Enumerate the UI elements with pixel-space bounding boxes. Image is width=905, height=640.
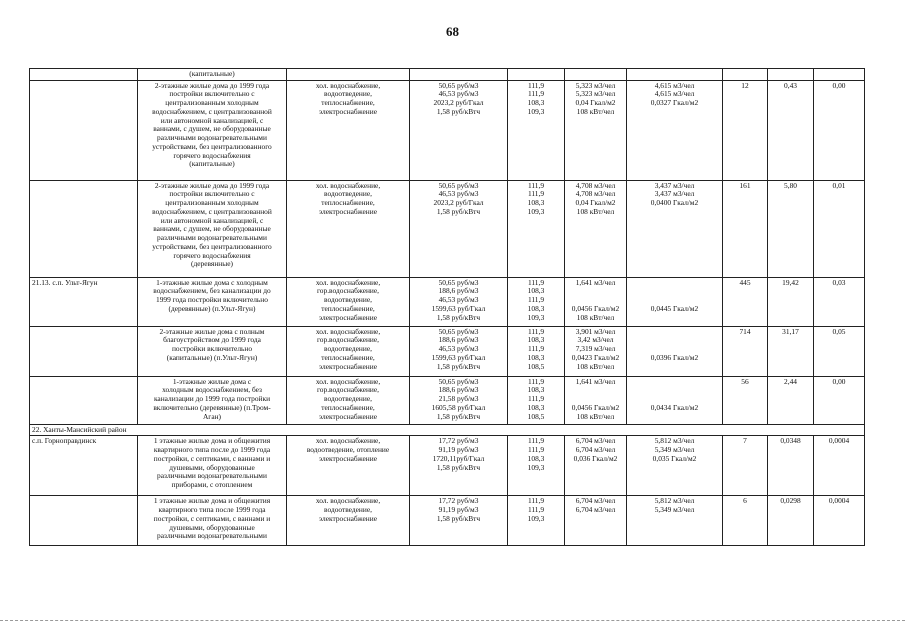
cell-locality: [30, 69, 138, 81]
cell-housing-type: 2-этажные жилые дома с полным благоустройством до 1999 года постройки включительно (капитальные) (п.Ульт-Ягун): [138, 326, 287, 376]
cell-count: 161: [723, 180, 768, 277]
cell-share: [814, 69, 865, 81]
cell-locality: [30, 180, 138, 277]
cell-services: хол. водоснабжение, гор.водоснабжение, водоотведение, теплоснабжение, электроснабжение: [287, 277, 410, 326]
region-row: [30, 424, 865, 436]
table-row: [30, 436, 865, 496]
cell-tariffs: 50,65 руб/м3 188,6 руб/м3 46,53 руб/м3 1599,63 руб/Гкал 1,58 руб/кВтч: [410, 326, 508, 376]
cell-locality: [30, 80, 138, 180]
cell-tariffs: 17,72 руб/м3 91,19 руб/м3 1720,11руб/Гкал 1,58 руб/кВтч: [410, 436, 508, 496]
cell-services: хол. водоснабжение, водоотведение, теплоснабжение, электроснабжение: [287, 80, 410, 180]
cell-consumption: [627, 69, 723, 81]
cell-share: 0,00: [814, 376, 865, 424]
cell-index: 111,9 111,9 108,3 109,3: [508, 180, 565, 277]
cell-count: 56: [723, 376, 768, 424]
cell-index: 111,9 111,9 109,3: [508, 496, 565, 546]
cell-tariffs: [410, 69, 508, 81]
cell-share: 0,05: [814, 326, 865, 376]
cell-amount: 5,80: [768, 180, 814, 277]
cell-count: 6: [723, 496, 768, 546]
cell-index: [508, 69, 565, 81]
cell-count: 445: [723, 277, 768, 326]
cell-amount: 19,42: [768, 277, 814, 326]
cell-norm: 5,323 м3/чел 5,323 м3/чел 0,04 Гкал/м2 108 кВт/чел: [565, 80, 627, 180]
region-heading: 22. Ханты-Мансийский район: [30, 424, 865, 436]
cell-tariffs: 50,65 руб/м3 46,53 руб/м3 2023,2 руб/Гкал 1,58 руб/кВтч: [410, 80, 508, 180]
cell-count: 12: [723, 80, 768, 180]
cell-housing-type: 1-этажные жилые дома с холодным водоснабжением, без канализации до 1999 года постройки включительно (деревянные) (п.Ульт-Ягун): [138, 277, 287, 326]
cell-count: [723, 69, 768, 81]
cell-tariffs: 50,65 руб/м3 46,53 руб/м3 2023,2 руб/Гкал 1,58 руб/кВтч: [410, 180, 508, 277]
cell-share: 0,01: [814, 180, 865, 277]
cell-services: [287, 69, 410, 81]
cell-services: хол. водоснабжение, гор.водоснабжение, водоотведение, теплоснабжение, электроснабжение: [287, 376, 410, 424]
cell-amount: 0,0348: [768, 436, 814, 496]
cell-amount: 2,44: [768, 376, 814, 424]
cell-norm: 6,704 м3/чел 6,704 м3/чел: [565, 496, 627, 546]
cell-housing-type: 1 этажные жилые дома и общежития квартирного типа после 1999 года постройки, с септиками, с ваннами и душевыми, оборудованные различными водонагревательными: [138, 496, 287, 546]
cell-consumption: 0,0396 Гкал/м2: [627, 326, 723, 376]
cell-housing-type: 2-этажные жилые дома до 1999 года постройки включительно с централизованным холодным водоснабжением, с централизованной или автономной канализацией, с ваннами, с душем, не оборудованные различными водонагревательными устройствами, без централизованного горячего водоснабжения (капитальные): [138, 80, 287, 180]
cell-index: 111,9 108,3 111,9 108,3 109,3: [508, 277, 565, 326]
cell-norm: [565, 69, 627, 81]
cell-share: 0,00: [814, 80, 865, 180]
table-row: [30, 69, 865, 81]
table-row: [30, 277, 865, 326]
cell-services: хол. водоснабжение, гор.водоснабжение, водоотведение, теплоснабжение, электроснабжение: [287, 326, 410, 376]
cell-tariffs: 50,65 руб/м3 188,6 руб/м3 21,58 руб/м3 1605,58 руб/Гкал 1,58 руб/кВтч: [410, 376, 508, 424]
table-row: [30, 180, 865, 277]
cell-amount: [768, 69, 814, 81]
cell-share: 0,03: [814, 277, 865, 326]
cell-amount: 31,17: [768, 326, 814, 376]
cell-consumption: 0,0434 Гкал/м2: [627, 376, 723, 424]
cell-consumption: 4,615 м3/чел 4,615 м3/чел 0,0327 Гкал/м2: [627, 80, 723, 180]
cell-locality: с.п. Горноправдинск: [30, 436, 138, 496]
cell-index: 111,9 111,9 108,3 109,3: [508, 80, 565, 180]
cell-norm: 1,641 м3/чел 0,0456 Гкал/м2 108 кВт/чел: [565, 277, 627, 326]
cell-tariffs: 17,72 руб/м3 91,19 руб/м3 1,58 руб/кВтч: [410, 496, 508, 546]
table-row: [30, 80, 865, 180]
cell-index: 111,9 111,9 108,3 109,3: [508, 436, 565, 496]
cell-consumption: 0,0445 Гкал/м2: [627, 277, 723, 326]
cell-norm: 3,901 м3/чел 3,42 м3/чел 7,319 м3/чел 0,0423 Гкал/м2 108 кВт/чел: [565, 326, 627, 376]
cell-amount: 0,43: [768, 80, 814, 180]
cell-locality: 21.13. с.п. Ульт-Ягун: [30, 277, 138, 326]
cell-services: хол. водоснабжение, водоотведение, электроснабжение: [287, 496, 410, 546]
cell-norm: 4,708 м3/чел 4,708 м3/чел 0,04 Гкал/м2 108 кВт/чел: [565, 180, 627, 277]
cell-housing-type: 2-этажные жилые дома до 1999 года постройки включительно с централизованным холодным водоснабжением, с централизованной или автономной канализацией, с ваннами, с душем, не оборудованные различными водонагревательными устройствами, без централизованного горячего водоснабжения (деревянные): [138, 180, 287, 277]
cell-tariffs: 50,65 руб/м3 188,6 руб/м3 46,53 руб/м3 1599,63 руб/Гкал 1,58 руб/кВтч: [410, 277, 508, 326]
cell-norm: 6,704 м3/чел 6,704 м3/чел 0,036 Гкал/м2: [565, 436, 627, 496]
cell-housing-type: (капитальные): [138, 69, 287, 81]
table-row: [30, 376, 865, 424]
page-edge-divider: [0, 620, 905, 621]
tariff-table: [29, 68, 865, 546]
cell-amount: 0,0298: [768, 496, 814, 546]
cell-housing-type: 1 этажные жилые дома и общежития квартирного типа после до 1999 года постройки, с септиками, с ваннами и душевыми, оборудованные различными водонагревательными приборами, с отоплением: [138, 436, 287, 496]
cell-consumption: 3,437 м3/чел 3,437 м3/чел 0,0400 Гкал/м2: [627, 180, 723, 277]
cell-share: 0,0004: [814, 436, 865, 496]
cell-index: 111,9 108,3 111,9 108,3 108,5: [508, 326, 565, 376]
cell-locality: [30, 496, 138, 546]
cell-housing-type: 1-этажные жилые дома с холодным водоснабжением, без канализации до 1999 года постройки включительно (деревянные) (п.Тром- Аган): [138, 376, 287, 424]
cell-share: 0,0004: [814, 496, 865, 546]
cell-services: хол. водоснабжение, водоотведение, отопление электроснабжение: [287, 436, 410, 496]
cell-locality: [30, 326, 138, 376]
table-row: [30, 496, 865, 546]
cell-locality: [30, 376, 138, 424]
cell-consumption: 5,812 м3/чел 5,349 м3/чел: [627, 496, 723, 546]
cell-index: 111,9 108,3 111,9 108,3 108,5: [508, 376, 565, 424]
page-number: 68: [446, 24, 459, 39]
cell-norm: 1,641 м3/чел 0,0456 Гкал/м2 108 кВт/чел: [565, 376, 627, 424]
cell-services: хол. водоснабжение, водоотведение, теплоснабжение, электроснабжение: [287, 180, 410, 277]
table-row: [30, 326, 865, 376]
cell-count: 7: [723, 436, 768, 496]
cell-count: 714: [723, 326, 768, 376]
cell-consumption: 5,812 м3/чел 5,349 м3/чел 0,035 Гкал/м2: [627, 436, 723, 496]
